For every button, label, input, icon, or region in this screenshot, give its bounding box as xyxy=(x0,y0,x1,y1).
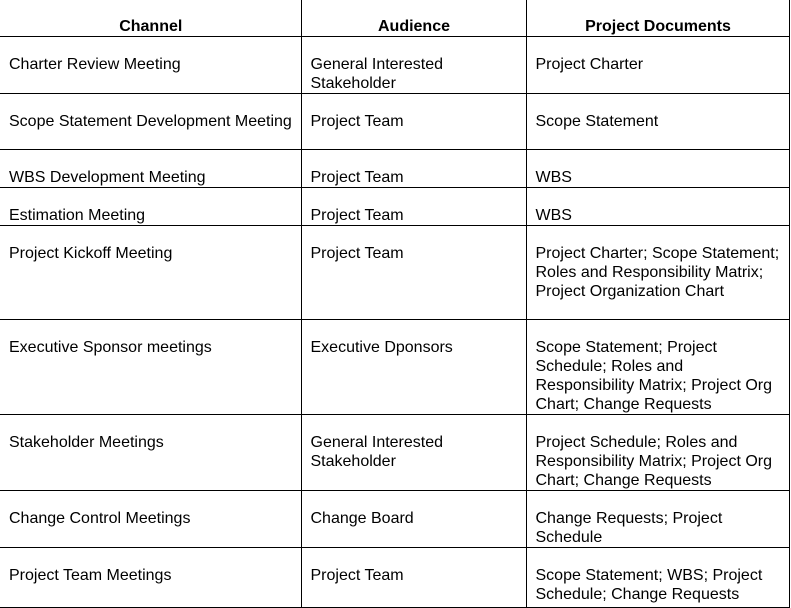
channel-cell: WBS Development Meeting xyxy=(0,149,301,187)
table-row xyxy=(0,225,789,319)
table-row xyxy=(0,414,789,490)
documents-cell: Scope Statement; WBS; Project Schedule; Change Requests xyxy=(526,547,789,607)
table-row xyxy=(0,93,789,149)
audience-cell: Project Team xyxy=(301,547,526,607)
channel-cell: Stakeholder Meetings xyxy=(0,414,301,490)
documents-cell: Scope Statement; Project Schedule; Roles and Responsibility Matrix; Project Org Chart; Change Requests xyxy=(526,319,789,414)
audience-cell: Project Team xyxy=(301,225,526,319)
column-header-audience: Audience xyxy=(301,0,526,36)
table-row xyxy=(0,490,789,547)
audience-cell: Executive Dponsors xyxy=(301,319,526,414)
table-row xyxy=(0,36,789,93)
table-row xyxy=(0,547,789,607)
channel-cell: Project Team Meetings xyxy=(0,547,301,607)
channel-cell: Estimation Meeting xyxy=(0,187,301,225)
table-header-row xyxy=(0,0,789,36)
table-row xyxy=(0,319,789,414)
audience-cell: Project Team xyxy=(301,187,526,225)
table-row xyxy=(0,149,789,187)
channel-cell: Charter Review Meeting xyxy=(0,36,301,93)
audience-cell: Change Board xyxy=(301,490,526,547)
column-header-project-documents: Project Documents xyxy=(526,0,789,36)
documents-cell: Scope Statement xyxy=(526,93,789,149)
documents-cell: WBS xyxy=(526,149,789,187)
column-header-channel: Channel xyxy=(0,0,301,36)
audience-cell: General Interested Stakeholder xyxy=(301,414,526,490)
audience-cell: Project Team xyxy=(301,149,526,187)
documents-cell: Change Requests; Project Schedule xyxy=(526,490,789,547)
channel-cell: Executive Sponsor meetings xyxy=(0,319,301,414)
documents-cell: Project Charter xyxy=(526,36,789,93)
documents-cell: Project Charter; Scope Statement; Roles and Responsibility Matrix; Project Organization Chart xyxy=(526,225,789,319)
documents-cell: WBS xyxy=(526,187,789,225)
table-row xyxy=(0,187,789,225)
documents-cell: Project Schedule; Roles and Responsibility Matrix; Project Org Chart; Change Requests xyxy=(526,414,789,490)
audience-cell: General Interested Stakeholder xyxy=(301,36,526,93)
channel-cell: Change Control Meetings xyxy=(0,490,301,547)
channel-cell: Scope Statement Development Meeting xyxy=(0,93,301,149)
audience-cell: Project Team xyxy=(301,93,526,149)
channel-cell: Project Kickoff Meeting xyxy=(0,225,301,319)
